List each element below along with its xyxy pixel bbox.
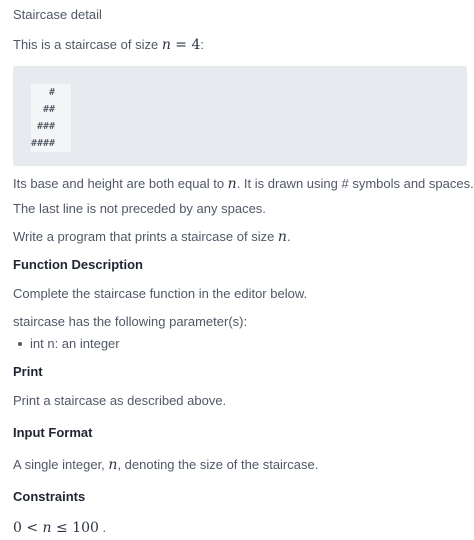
staircase-line: ## — [31, 101, 71, 118]
intro-line — [13, 36, 204, 54]
task-math-var: n — [277, 229, 287, 245]
description-line-2: The last line is not preceded by any spaces. — [13, 201, 266, 216]
constraints-line — [13, 519, 106, 537]
input-format-math-var: n — [108, 457, 118, 473]
intro-text: This is a staircase of size — [13, 37, 162, 52]
task-text: Write a program that prints a staircase of size — [13, 229, 278, 244]
task-suffix: . — [286, 229, 291, 244]
input-format-heading: Input Format — [13, 425, 93, 440]
intro-math-var: n — [161, 37, 171, 53]
input-format-text: , denoting the size of the staircase. — [117, 457, 319, 472]
description-text: . It is drawn using # symbols and spaces. — [236, 176, 474, 191]
staircase-line: ### — [31, 118, 71, 135]
description-line-1 — [13, 175, 474, 193]
constraints-suffix: . — [98, 520, 107, 535]
constraints-lhs: 0 < — [13, 520, 43, 536]
staircase-code-block — [13, 66, 467, 166]
function-description-text: Complete the staircase function in the editor below. — [13, 286, 308, 301]
section-title: Staircase detail — [13, 7, 102, 22]
bullet-dot — [18, 342, 22, 346]
print-text: Print a staircase as described above. — [13, 393, 227, 408]
constraints-var: n — [42, 520, 52, 536]
param-item: int n: an integer — [30, 336, 120, 351]
input-format-text: A single integer, — [13, 457, 109, 472]
intro-math-eq: = 4 — [170, 37, 201, 53]
staircase-line: # — [31, 84, 71, 101]
staircase-output — [31, 84, 71, 152]
description-math-var: n — [227, 176, 237, 192]
constraints-rhs: ≤ 100 — [51, 520, 99, 536]
description-text: Its base and height are both equal to — [13, 176, 228, 191]
params-intro: staircase has the following parameter(s): — [13, 314, 248, 329]
constraints-heading: Constraints — [13, 489, 86, 504]
input-format-line — [13, 456, 318, 474]
function-description-heading: Function Description — [13, 257, 143, 272]
intro-suffix: : — [200, 37, 205, 52]
task-line — [13, 228, 291, 246]
print-heading: Print — [13, 364, 43, 379]
staircase-line: #### — [31, 135, 71, 152]
